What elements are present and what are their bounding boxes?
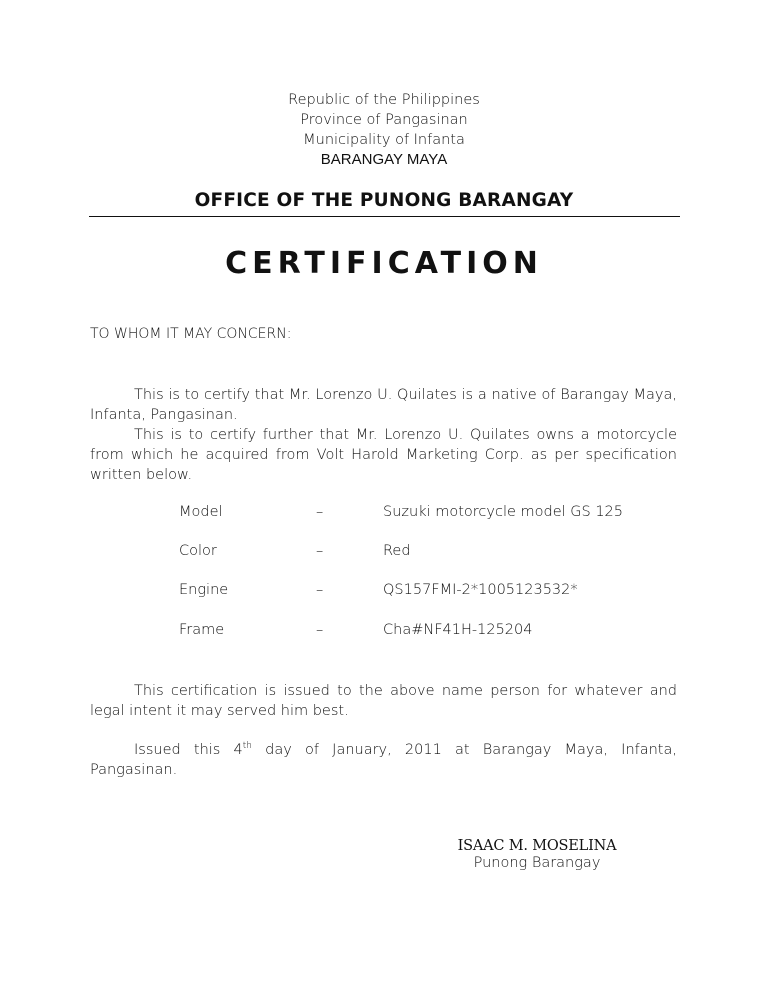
paragraph-purpose-text: This certification is issued to the above name person for whatever and legal intent it may served him best. xyxy=(90,683,677,719)
issued-text-end: day of January, 2011 at Barangay Maya, Infanta, Pangasinan. xyxy=(90,742,677,778)
spec-dash: – xyxy=(316,582,324,598)
spec-label: Model xyxy=(179,504,223,520)
letterhead-province: Province of Pangasinan xyxy=(300,112,468,128)
paragraph-motorcycle xyxy=(90,425,677,485)
paragraph-motorcycle-text: This is to certify further that Mr. Lorenzo U. Quilates owns a motorcycle from which he acquired from Volt Harold Marketing Corp. as per specification written below. xyxy=(90,427,677,483)
letterhead-municipality: Municipality of Infanta xyxy=(303,132,465,148)
paragraph-purpose xyxy=(90,681,677,721)
letterhead-barangay: BARANGAY MAYA xyxy=(320,151,448,168)
spec-label: Frame xyxy=(179,622,225,638)
signatory-name: ISAAC M. MOSELINA xyxy=(457,838,617,854)
spec-value: QS157FMI-2*1005123532* xyxy=(383,582,578,598)
day-ordinal-suffix: th xyxy=(242,741,252,752)
issued-text-start: Issued this 4 xyxy=(134,742,243,758)
spec-dash: – xyxy=(316,543,324,559)
office-title: OFFICE OF THE PUNONG BARANGAY xyxy=(194,190,574,211)
signatory-position: Punong Barangay xyxy=(473,855,601,871)
spec-value: Cha#NF41H-125204 xyxy=(383,622,533,638)
salutation: TO WHOM IT MAY CONCERN: xyxy=(90,326,292,342)
paragraph-issued xyxy=(90,740,677,780)
signature-block xyxy=(440,838,634,871)
header-divider xyxy=(89,216,680,217)
spec-label: Engine xyxy=(179,582,229,598)
letterhead xyxy=(0,90,768,170)
document-title: CERTIFICATION xyxy=(225,246,543,281)
spec-value: Red xyxy=(383,543,411,559)
spec-label: Color xyxy=(179,543,217,559)
letterhead-republic: Republic of the Philippines xyxy=(288,92,480,108)
spec-dash: – xyxy=(316,622,324,638)
paragraph-native xyxy=(90,385,677,425)
spec-dash: – xyxy=(316,504,324,520)
paragraph-native-text: This is to certify that Mr. Lorenzo U. Quilates is a native of Barangay Maya, Infanta, Pangasinan. xyxy=(90,387,677,423)
spec-value: Suzuki motorcycle model GS 125 xyxy=(383,504,623,520)
